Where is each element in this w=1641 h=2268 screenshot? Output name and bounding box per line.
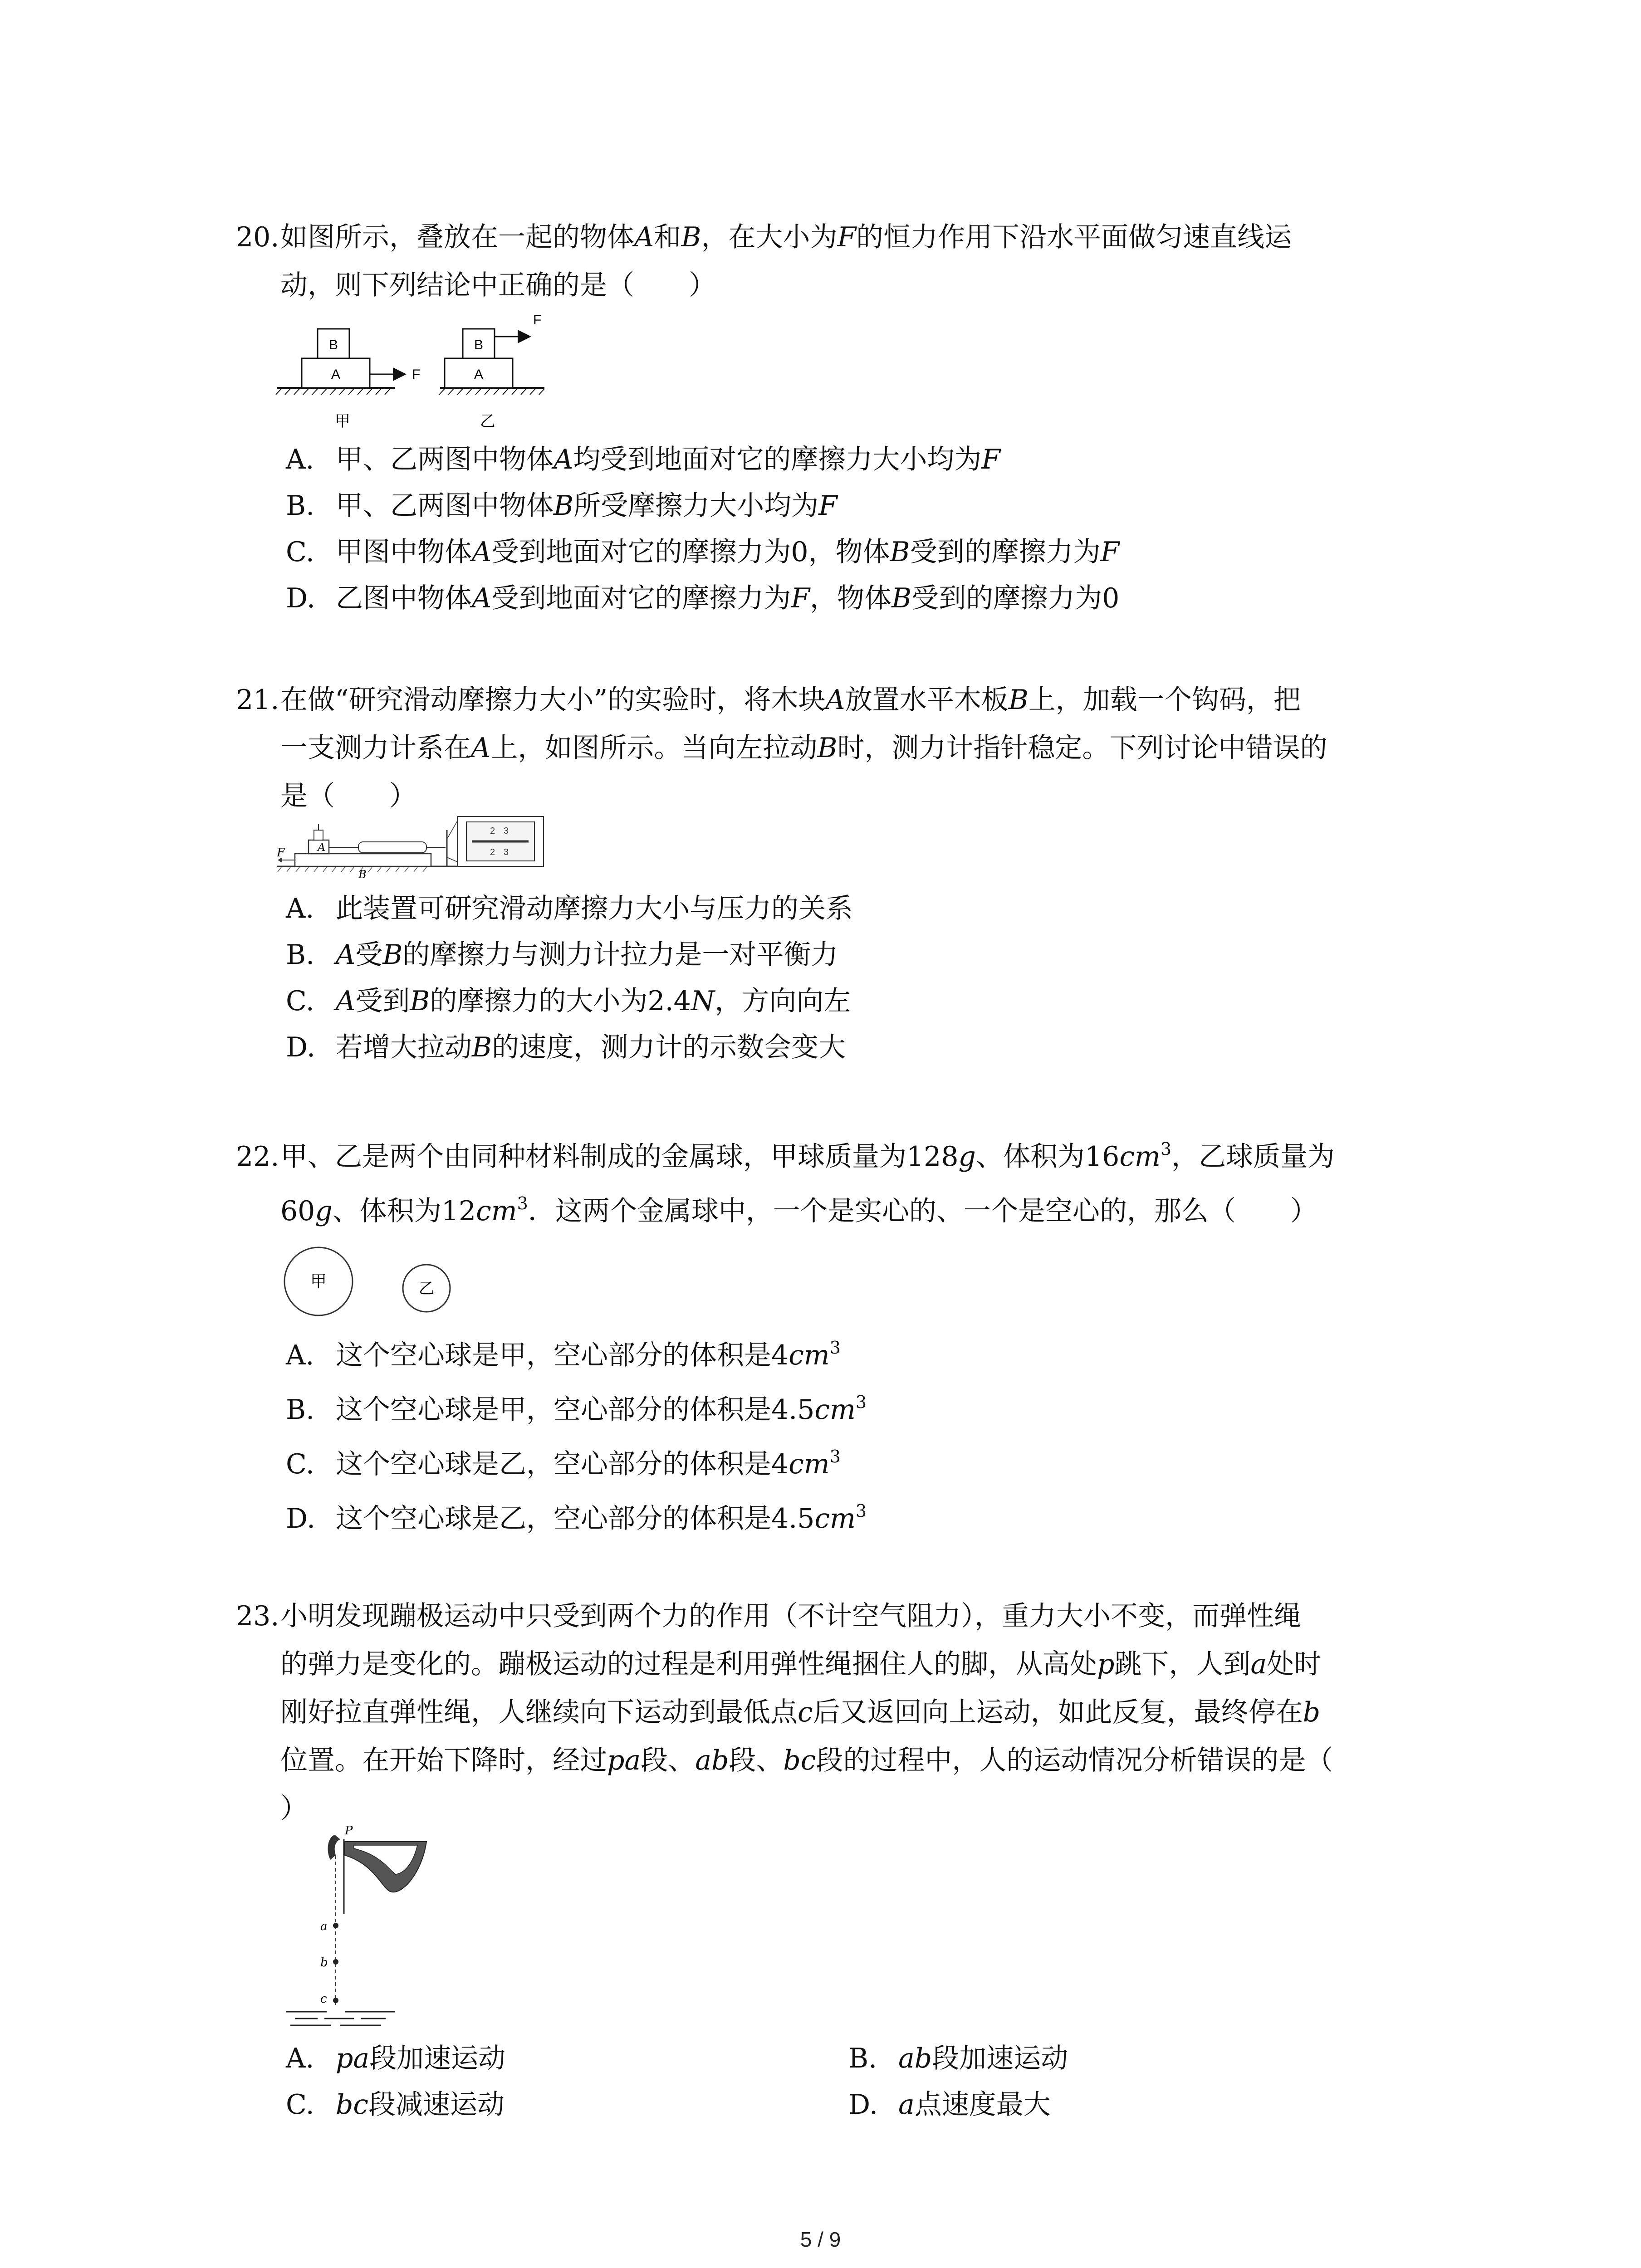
label-b: b [320, 1956, 328, 1970]
q23-option-c[interactable]: C. bc段减速运动 [286, 2089, 505, 2121]
label-f: F [533, 313, 542, 327]
question-20-line-1: 20.如图所示，叠放在一起的物体A和B，在大小为F的恒力作用下沿水平面做匀速直线运 [236, 213, 1470, 261]
q21-option-a[interactable]: A. 此装置可研究滑动摩擦力大小与压力的关系 [286, 893, 853, 924]
label-f: F [412, 367, 421, 382]
question-20 [236, 213, 1470, 309]
q20-figure [272, 308, 572, 435]
question-23-line-4: 位置。在开始下降时，经过pa段、ab段、bc段的过程中，人的运动情况分析错误的是（ [280, 1745, 1333, 1776]
q22-option-c[interactable]: C. 这个空心球是乙，空心部分的体积是$4cm^3$ [286, 1447, 841, 1480]
question-number: 22. [236, 1141, 279, 1173]
q23-figure [277, 1823, 440, 2041]
caption-yi: 乙 [480, 412, 495, 430]
gauge-mark: 2 [490, 847, 495, 857]
question-22-line-2: 60g、体积为$12cm^3$．这两个金属球中，一个是实心的、一个是空心的，那么（ ） [280, 1193, 1318, 1227]
page-number: 5 / 9 [800, 2228, 841, 2251]
question-22 [236, 1129, 1470, 1238]
q20-option-b[interactable]: B. 甲、乙两图中物体B所受摩擦力大小均为F [286, 490, 838, 522]
label-b: B [328, 337, 338, 352]
question-23 [236, 1592, 1470, 1833]
question-20-line-2: 动，则下列结论中正确的是（ ） [280, 269, 716, 301]
label-a: A [318, 841, 326, 854]
q22-option-d[interactable]: D. 这个空心球是乙，空心部分的体积是$4.5cm^3$ [286, 1501, 867, 1535]
question-21 [236, 676, 1470, 820]
q23-option-a[interactable]: A. pa段加速运动 [286, 2043, 506, 2074]
label-a: a [320, 1920, 328, 1933]
label-b: B [474, 337, 484, 352]
q20-option-d[interactable]: D. 乙图中物体A受到地面对它的摩擦力为F，物体B受到的摩擦力为0 [286, 582, 1120, 614]
label-a: A [331, 367, 341, 382]
q22-option-b[interactable]: B. 这个空心球是甲，空心部分的体积是$4.5cm^3$ [286, 1392, 867, 1426]
question-21-line-3: 是（ ） [280, 780, 416, 812]
question-21-line-2: 一支测力计系在A上，如图所示。当向左拉动B时，测力计指针稳定。下列讨论中错误的 [280, 732, 1327, 764]
gauge-mark: 2 [490, 826, 495, 836]
q23-option-b[interactable]: B. ab段加速运动 [848, 2043, 1068, 2074]
q21-option-d[interactable]: D. 若增大拉动B的速度，测力计的示数会变大 [286, 1031, 846, 1063]
q22-figure [281, 1241, 463, 1322]
label-c: c [320, 1992, 327, 2006]
question-22-line-1: 22.甲、乙是两个由同种材料制成的金属球，甲球质量为128g、体积为$16cm^3$，乙球质量为 [236, 1129, 1470, 1184]
ball-jia-label: 甲 [310, 1272, 327, 1291]
label-a: A [474, 367, 484, 382]
caption-jia: 甲 [335, 412, 350, 430]
q22-option-a[interactable]: A. 这个空心球是甲，空心部分的体积是$4cm^3$ [286, 1338, 841, 1371]
figure-jia [276, 329, 420, 430]
label-f: F [277, 846, 285, 860]
question-number: 20. [236, 221, 279, 253]
question-number: 21. [236, 684, 279, 716]
gauge-mark: 3 [504, 847, 509, 857]
q21-option-c[interactable]: C. A受到B的摩擦力的大小为2.4N，方向向左 [286, 985, 851, 1017]
q21-option-b[interactable]: B. A受B的摩擦力与测力计拉力是一对平衡力 [286, 939, 838, 971]
q23-option-d[interactable]: D. a点速度最大 [848, 2089, 1051, 2121]
label-p: P [345, 1824, 353, 1838]
q20-option-c[interactable]: C. 甲图中物体A受到地面对它的摩擦力为0，物体B受到的摩擦力为F [286, 536, 1120, 568]
question-23-line-2: 的弹力是变化的。蹦极运动的过程是利用弹性绳捆住人的脚，从高处p跳下，人到a处时 [280, 1648, 1322, 1680]
question-21-line-1: 21.在做“研究滑动摩擦力大小”的实验时，将木块A放置水平木板B上，加载一个钩码，把 [236, 676, 1470, 724]
figure-yi [439, 313, 544, 430]
q20-option-a[interactable]: A. 甲、乙两图中物体A均受到地面对它的摩擦力大小均为F [286, 444, 1000, 475]
question-23-line-3: 刚好拉直弹性绳，人继续向下运动到最低点c后又返回向上运动，如此反复，最终停在b [280, 1696, 1321, 1728]
ball-yi-label: 乙 [419, 1280, 434, 1298]
question-23-line-5: ） [280, 1793, 308, 1824]
question-23-line-1: 23.小明发现蹦极运动中只受到两个力的作用（不计空气阻力），重力大小不变，而弹性绳 [236, 1592, 1470, 1640]
label-b: B [358, 868, 367, 880]
q21-figure [277, 812, 558, 880]
question-number: 23. [236, 1600, 279, 1632]
gauge-mark: 3 [504, 826, 509, 836]
